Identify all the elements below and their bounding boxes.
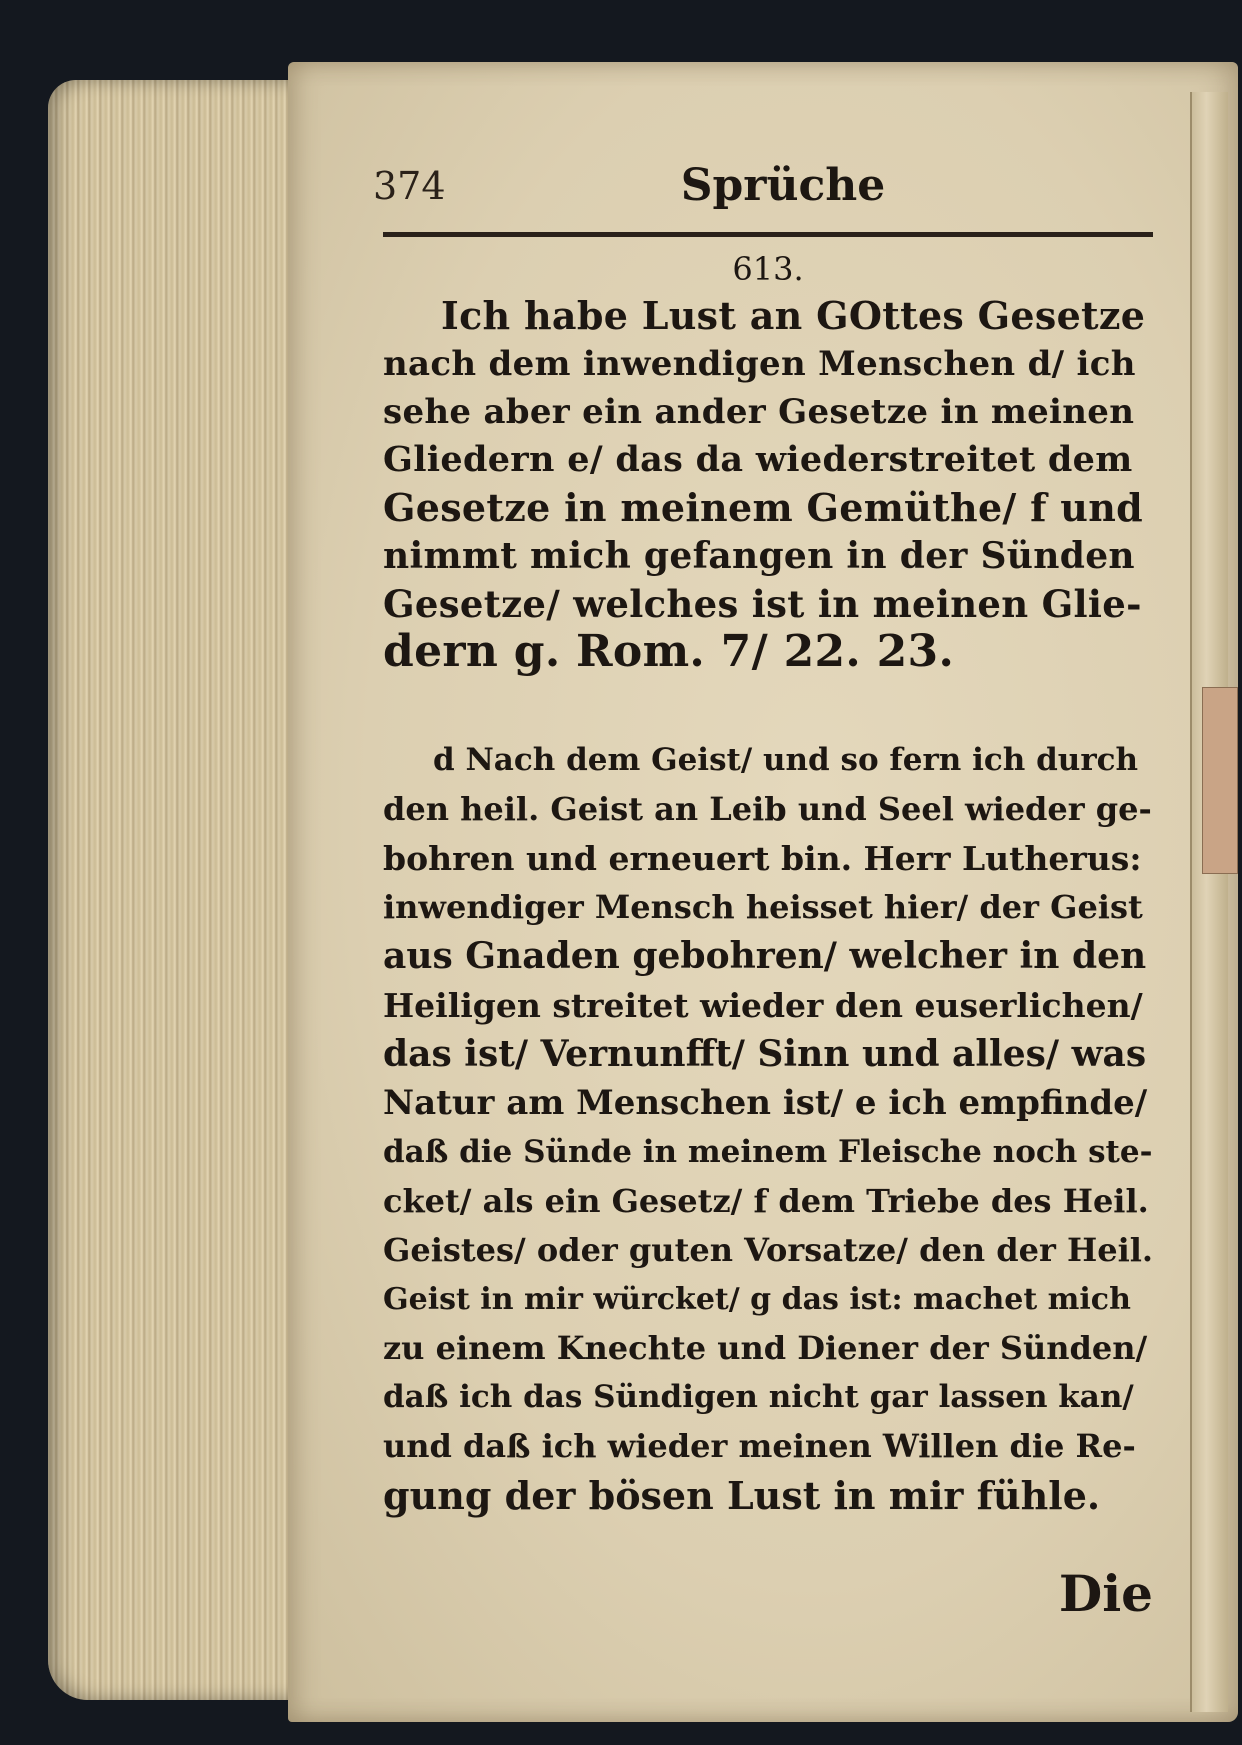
page-edges: [48, 80, 308, 1700]
verse-line: Gesetze in meinem Gemüthe/ f und: [383, 485, 1144, 530]
verse-line: dern g. Rom. 7/ 22. 23.: [383, 626, 955, 677]
note-line: daß ich das Sündigen nicht gar lassen kan/: [383, 1379, 1134, 1415]
page-number: 374: [373, 164, 446, 208]
footnotes: [383, 736, 1153, 1520]
note-line: Heiligen streitet wieder den euserlichen/: [383, 986, 1143, 1025]
note-line: gung der bösen Lust in mir fühle.: [383, 1473, 1101, 1518]
verse-line: nach dem inwendigen Menschen d/ ich: [383, 344, 1136, 384]
note-line: zu einem Knechte und Diener der Sünden/: [383, 1329, 1148, 1367]
note-line: daß die Sünde in meinem Fleische noch ste-: [383, 1134, 1153, 1170]
running-head: Sprüche: [680, 160, 886, 211]
book: [48, 40, 1238, 1745]
note-line: cket/ als ein Gesetz/ f dem Triebe des Heil.: [383, 1182, 1149, 1220]
note-line: inwendiger Mensch heisset hier/ der Geist: [383, 888, 1143, 926]
book-page: [288, 62, 1238, 1722]
paper-tab: [1202, 687, 1238, 874]
note-line: d Nach dem Geist/ und so fern ich durch: [433, 742, 1139, 778]
verse-line: sehe aber ein ander Gesetze in meinen: [383, 392, 1135, 432]
note-line: Natur am Menschen ist/ e ich empfinde/: [383, 1083, 1148, 1123]
verse-line: nimmt mich gefangen in der Sünden: [383, 535, 1135, 577]
section-number: 613.: [732, 250, 804, 288]
note-line: Geistes/ oder guten Vorsatze/ den der Heil.: [383, 1231, 1154, 1269]
note-line: das ist/ Vernunfft/ Sinn und alles/ was: [383, 1033, 1147, 1075]
note-line: Geist in mir würcket/ g das ist: machet mich: [383, 1282, 1131, 1317]
header-rule: [383, 232, 1153, 237]
verse-line: Gesetze/ welches ist in meinen Glie-: [383, 582, 1142, 626]
verse-line: Gliedern e/ das da wiederstreitet dem: [383, 439, 1133, 480]
verse-line: Ich habe Lust an GOttes Gesetze: [441, 293, 1146, 338]
note-line: aus Gnaden gebohren/ welcher in den: [383, 935, 1147, 977]
catchword: Die: [1058, 1564, 1153, 1623]
note-line: den heil. Geist an Leib und Seel wieder ge-: [383, 790, 1152, 828]
note-line: und daß ich wieder meinen Willen die Re-: [383, 1427, 1136, 1465]
facing-page-gutter: [1190, 92, 1228, 1712]
verse-text: [383, 292, 1153, 676]
note-line: bohren und erneuert bin. Herr Lutherus:: [383, 839, 1142, 878]
page-header: [373, 154, 1153, 224]
